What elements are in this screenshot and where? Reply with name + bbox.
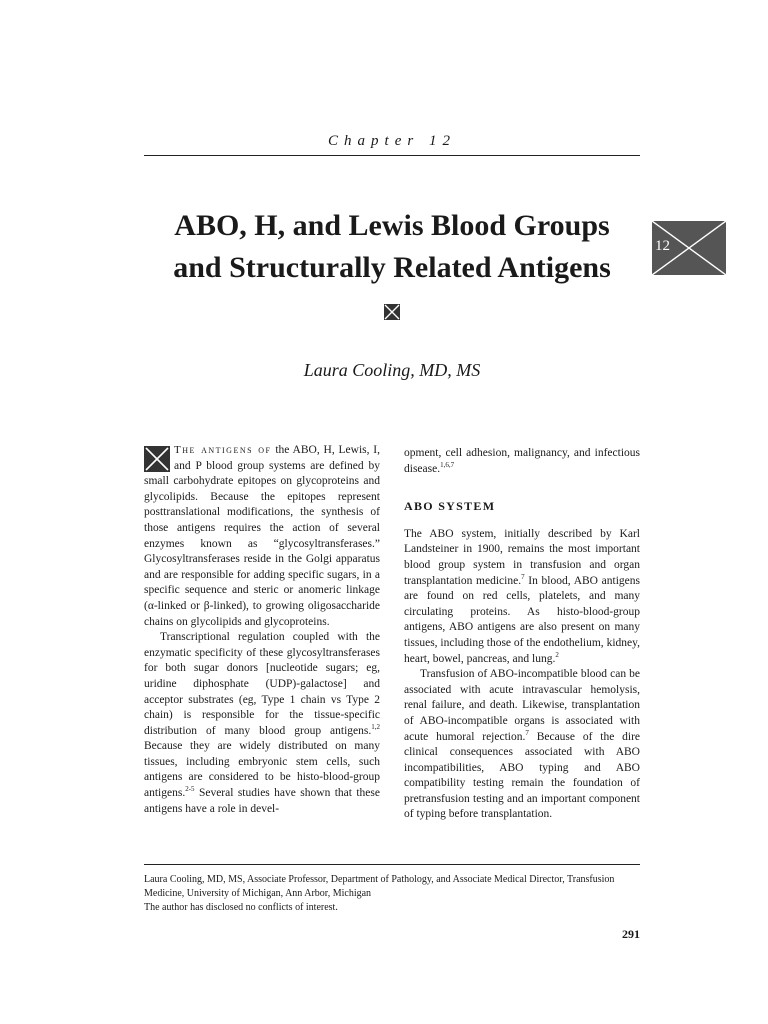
lead-in-caps: The antigens of: [174, 444, 272, 456]
footnote: [144, 873, 644, 915]
body-paragraph: [404, 667, 640, 823]
citation: 2: [555, 650, 559, 659]
chapter-label: Chapter 12: [328, 133, 456, 149]
page-number: 291: [622, 927, 640, 941]
chapter-rule: [144, 155, 640, 156]
citation: 7: [521, 572, 525, 581]
left-column: [144, 443, 380, 817]
citation: 2-5: [185, 785, 195, 794]
right-column: [404, 446, 640, 823]
body-paragraph: [404, 527, 640, 667]
body-text: In blood, ABO antigens are found on red cells, platelets, and many circulating proteins. As histo-blood-group antigens, ABO antigens are also present on many tissues, including those of the endothelium, kidney, heart, bowel, pancreas, and lung.: [404, 574, 640, 665]
disclosure-note: The author has disclosed no conflicts of interest.: [144, 902, 338, 913]
section-heading: ABO SYSTEM: [404, 499, 496, 514]
citation: 1,2: [371, 722, 380, 731]
body-paragraph: [144, 630, 380, 817]
envelope-cross-icon: [384, 304, 400, 320]
body-text: Because of the dire clinical consequences associated with ABO incompatibilities, ABO typing and ABO compatibility testing remain the foundation of pretransfusion testing and an important component of typing before transplantation.: [404, 730, 641, 821]
body-text: Several studies have shown that these antigens have a role in devel-: [144, 787, 380, 815]
intro-text: the ABO, H, Lewis, I, and P blood group systems are defined by small carbohydrate epitopes on glycoproteins and glycolipids. Because the epitopes represent posttranslational modifications, the synthesis of those antigens requires the action of several enzymes known as “glycosyltransferases.” Glycosyltransferases reside in the Golgi apparatus and are responsible for adding specific sugars, in a specific sequence and steric or anomeric linkage (α-linked or β-linked), to growing oligosaccharide chains on glycolipids and glycoproteins.: [144, 444, 381, 628]
body-text: opment, cell adhesion, malignancy, and infectious disease.: [404, 447, 640, 475]
body-text: Transcriptional regulation coupled with the enzymatic specificity of these glycosyltransferases for both sugar donors [nucleotide sugars; eg, uridine diphosphate (UDP)-galactose] and acceptor substrates (eg, Type 1 chain vs Type 2 chain) is responsible for the tissue-specific distribution of many blood group antigens.: [144, 631, 380, 737]
title-line-1: ABO, H, and Lewis Blood Groups: [174, 209, 610, 242]
citation: 1,6,7: [440, 460, 455, 469]
author-affiliation: Laura Cooling, MD, MS, Associate Professor, Department of Pathology, and Associate Medical Director, Transfusion Medicine, University of Michigan, Ann Arbor, Michigan: [144, 874, 615, 899]
body-text: Because they are widely distributed on many tissues, including embryonic stem cells, such antigens are considered to be histo-blood-group antigens.: [144, 740, 380, 800]
author-name: Laura Cooling, MD, MS: [303, 360, 481, 380]
footnote-rule: [144, 864, 640, 865]
chapter-tab-number: 12: [655, 238, 670, 254]
intro-paragraph: [144, 443, 380, 630]
envelope-cross-icon: [144, 446, 170, 472]
citation: 7: [525, 728, 529, 737]
continued-paragraph: [404, 446, 640, 477]
body-text: The ABO system, initially described by Karl Landsteiner in 1900, remains the most important blood group system in transfusion and organ transplantation medicine.: [404, 527, 640, 587]
body-text: Transfusion of ABO-incompatible blood can be associated with acute intravascular hemolysis, renal failure, and death. Likewise, transplantation of ABO-incompatible organs is associated with acute humoral rejection.: [404, 668, 640, 743]
page-title: [140, 205, 644, 289]
title-line-2: and Structurally Related Antigens: [173, 251, 611, 284]
